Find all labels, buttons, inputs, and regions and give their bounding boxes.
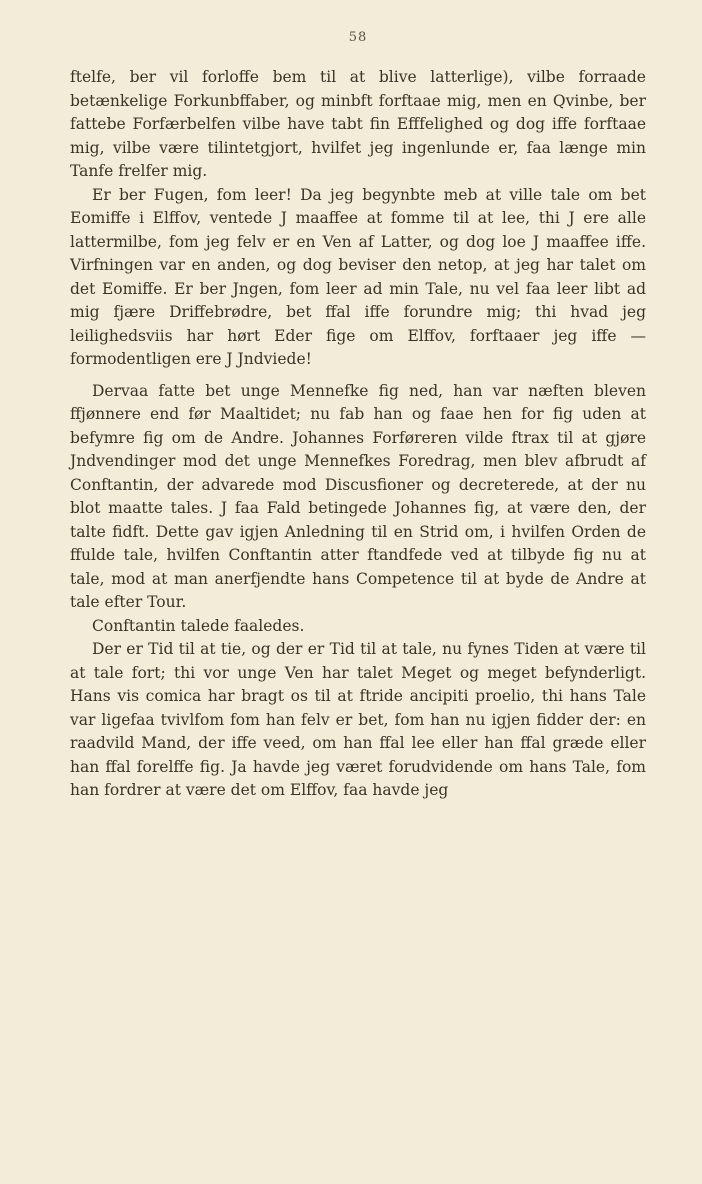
paragraph-5: Der er Tid til at tie, og der er Tid til at tale, nu fynes Tiden at være til at tale fort; thi vor unge Ven har talet Meget og meget befynderligt. Hans vis comica har bragt os til at ftride ancipiti proelio, thi hans Tale var ligefaa tvivlfom fom han felv er bet, fom han nu igjen fidder der: en raadvild Mand, der iffe veed, om han ffal lee eller han ffal græde eller han ffal forelffe fig. Ja havde jeg været forudvidende om hans Tale, fom han fordrer at være det om Elffov, faa havde jeg	[70, 640, 646, 799]
paragraph-1: ftelfe, ber vil forloffe bem til at blive latterlige), vilbe forraade betænkelige Forkunbffaber, og minbft forftaae mig, men en Qvinbe, ber fattebe Forfærbelfen vilbe have tabt fin Efffelighed og dog iffe forftaae mig, vilbe være tilintetgjort, hvilfet jeg ingenlunde er, faa længe min Tanfe frelfer mig.	[70, 68, 646, 180]
paragraph-2: Er ber Fugen, fom leer! Da jeg begynbte meb at ville tale om bet Eomiffe i Elffov, ventede J maaffee at fomme til at lee, thi J ere alle lattermilbe, fom jeg felv er en Ven af Latter, og dog loe J maaffee iffe. Virfningen var en anden, og dog beviser den netop, at jeg har talet om det Eomiffe. Er ber Jngen, fom leer ad min Tale, nu vel faa leer libt ad mig fjære Driffebrødre, bet ffal iffe forundre mig; thi hvad jeg leilighedsviis har hørt Eder fige om Elffov, forftaaer jeg iffe — formodentligen ere J Jndviede!	[70, 185, 646, 368]
paragraph-4: Conftantin talede faaledes.	[92, 616, 305, 635]
paragraph-3: Dervaa fatte bet unge Mennefke fig ned, han var næften bleven ffjønnere end før Maaltidet; nu fab han og faae hen for fig uden at befymre fig om de Andre. Johannes Forføreren vilde ftrax til at gjøre Jndvendinger mod det unge Mennefkes Foredrag, men blev afbrudt af Conftantin, der advarede mod Discusfioner og decreterede, at der nu blot maatte tales. J faa Fald betingede Johannes fig, at være den, der talte fidft. Dette gav igjen Anledning til en Strid om, i hvilfen Orden de ffulde tale, hvilfen Conftantin atter ftandfede ved at tilbyde fig nu at tale, mod at man anerfjendte hans Competence til at byde de Andre at tale efter Tour.	[70, 381, 646, 611]
page-number: 58	[348, 30, 368, 45]
